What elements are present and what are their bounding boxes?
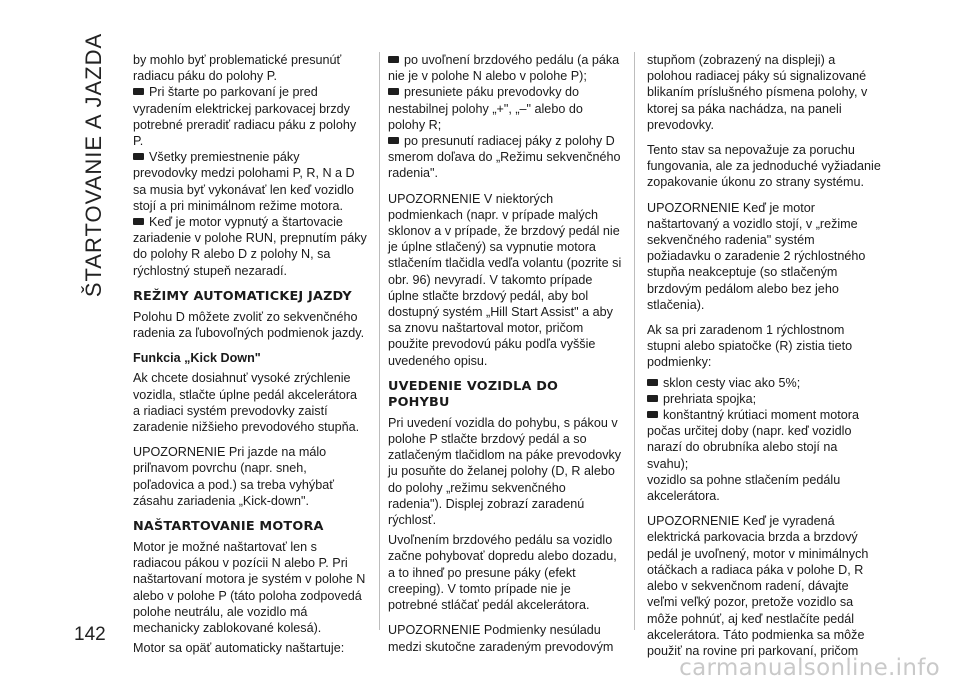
page-number: 142 <box>74 624 106 645</box>
bullet-item: po presunutí radiacej páky z polohy D smerom doľava do „Režimu sekvenčného radenia". <box>388 134 621 181</box>
paragraph: stupňom (zobrazený na displeji) a polohou radiacej páky sú signalizované blikaním príslušného písmena polohy, v ktorej sa páka nachádza, na paneli prevodovky. <box>647 53 868 132</box>
paragraph: vozidlo sa pohne stlačením pedálu akcelerátora. <box>647 472 841 504</box>
note-paragraph: UPOZORNENIE Keď je motor naštartovaný a vozidlo stojí, v „režime sekvenčného radenia" systém požiadavku o zaradenie 2 rýchlostného stupňa neakceptuje (so stlačeným brzdovým pedálom alebo bez jeho stlačenia). <box>647 200 866 312</box>
text-column-3 <box>647 52 881 668</box>
note-paragraph: UPOZORNENIE Pri jazde na málo priľnavom povrchu (napr. sneh, poľadovica a pod.) sa treba vyhýbať zásahu zariadenia „Kick-down". <box>133 445 334 508</box>
bullet-item: Keď je motor vypnutý a štartovacie zariadenie v polohe RUN, prepnutím páky do polohy R alebo D z polohy N, sa rýchlostný stupeň nezaradí. <box>133 215 367 278</box>
section-title-vertical: ŠTARTOVANIE A JAZDA <box>81 32 106 298</box>
bullet-item: presuniete páku prevodovky do nestabilnej polohy „+", „–" alebo do polohy R; <box>388 84 622 133</box>
bullet-item: konštantný krútiaci moment motora počas určitej doby (napr. keď vozidlo narazí do obrubníka alebo stojí na svahu); <box>647 407 881 472</box>
note-paragraph: UPOZORNENIE Keď je vyradená elektrická parkovacia brzda a brzdový pedál je uvoľnený, motor v minimálnych otáčkach a radiaca páka v polohe D, R alebo v sekvenčnom radení, dávajte veľmi veľký pozor, pretože vozidlo sa môže pohnúť, aj keď nestlačíte pedál akcelerátora. Táto podmienka sa môže použiť na rovine pri parkovaní, pričom <box>647 514 869 658</box>
section-heading: UVEDENIE VOZIDLA DO POHYBU <box>388 378 559 410</box>
text-column-2 <box>388 52 622 664</box>
paragraph: Motor sa opäť automaticky naštartuje: <box>133 641 345 656</box>
note-paragraph: UPOZORNENIE Podmienky nesúladu medzi skutočne zaradeným prevodovým <box>388 623 614 654</box>
bullet-item: po uvoľnení brzdového pedálu (a páka nie je v polohe N alebo v polohe P); <box>388 52 622 84</box>
paragraph: Motor je možné naštartovať len s radiacou pákou v pozícii N alebo P. Pri naštartovaní motora je systém v polohe N alebo v polohe P (táto poloha zodpovedá polohe neutrálu, ale vozidlo má mechanicky zablokované kolesá). <box>133 540 366 636</box>
bullet-item: Pri štarte po parkovaní je pred vyradením elektrickej parkovacej brzdy potrebné preradiť radiacu páku z polohy P. <box>133 84 367 149</box>
paragraph: Polohu D môžete zvoliť zo sekvenčného radenia za ľubovoľných podmienok jazdy. <box>133 309 365 341</box>
paragraph: Tento stav sa nepovažuje za poruchu fungovania, ale za jednoduché vyžiadanie zopakovanie úkonu zo strany systému. <box>647 143 881 190</box>
bullet-item: sklon cesty viac ako 5%; <box>647 375 881 391</box>
subsection-heading: Funkcia „Kick Down" <box>133 351 261 366</box>
bullet-item: prehriata spojka; <box>647 391 881 407</box>
watermark: carmanualsonline.info <box>679 655 940 681</box>
column-divider <box>634 52 635 630</box>
paragraph: Uvoľnením brzdového pedálu sa vozidlo začne pohybovať dopredu alebo dozadu, a to ihneď po presune páky (efekt creeping). V tomto prípade nie je potrebné stláčať pedál akcelerátora. <box>388 533 617 613</box>
paragraph: Pri uvedení vozidla do pohybu, s pákou v polohe P stlačte brzdový pedál a so zatlačeným tlačidlom na páke prevodovky ju posuňte do želanej polohy (D, R alebo do polohy „režimu sekvenčného radenia"). Displej zobrazí zaradenú rýchlosť. <box>388 415 622 528</box>
paragraph: by mohlo byť problematické presunúť radiacu páku do polohy P. <box>133 53 342 84</box>
note-paragraph: UPOZORNENIE V niektorých podmienkach (napr. v prípade malých sklonov a v prípade, že brzdový pedál nie je úplne stlačený) sa vypnutie motora stlačením tlačidla vedľa volantu (pozrite si obr. 96) nevyradí. V takomto prípade úplne stlačte brzdový pedál, aby bol dostupný systém „Hill Start Assist" a aby sa znovu naštartoval motor, pričom použite prevodovú páku podľa vyššie uvedeného opisu. <box>388 191 622 368</box>
text-column-1 <box>133 52 367 666</box>
column-divider <box>379 52 380 630</box>
bullet-item: Všetky premiestnenie páky prevodovky medzi polohami P, R, N a D sa musia byť vykonávať len keď vozidlo stojí a pri minimálnom režime motora. <box>133 149 367 214</box>
section-heading: NAŠTARTOVANIE MOTORA <box>133 519 324 535</box>
paragraph: Ak chcete dosiahnuť vysoké zrýchlenie vozidla, stlačte úplne pedál akcelerátora a riadiaci systém prevodovky zaistí zaradenie nižšieho prevodového stupňa. <box>133 371 360 435</box>
section-heading: REŽIMY AUTOMATICKEJ JAZDY <box>133 288 352 304</box>
paragraph: Ak sa pri zaradenom 1 rýchlostnom stupni alebo spiatočke (R) zistia tieto podmienky: <box>647 323 853 370</box>
